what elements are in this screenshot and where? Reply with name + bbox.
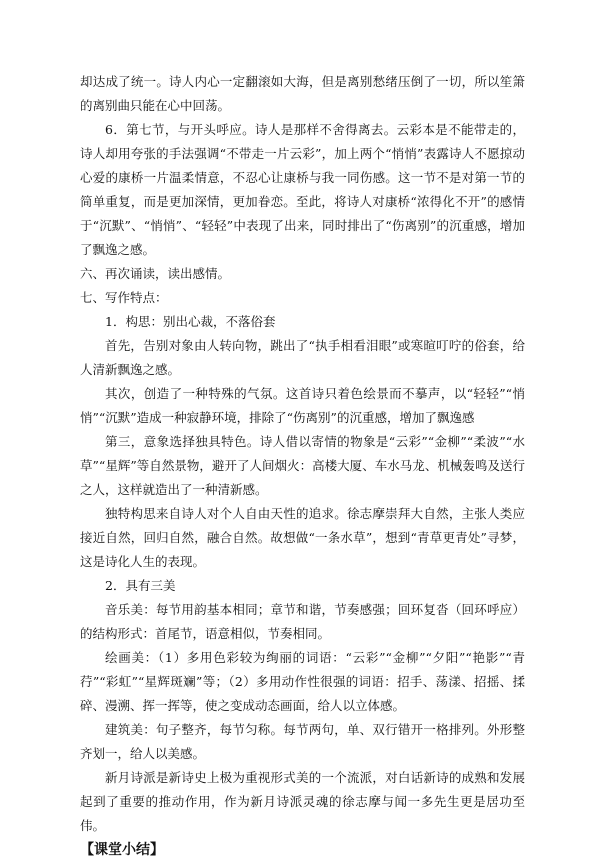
section-heading: 【课堂小结】 xyxy=(80,842,164,858)
body-paragraph: 其次，创造了一种特殊的气氛。这首诗只着色绘景而不摹声，以“轻轻”“悄悄”“沉默”造成一种寂静环境，排除了“伤离别”的沉重感，增加了飘逸感 xyxy=(80,386,525,425)
body-paragraph: 却达成了统一。诗人内心一定翻滚如大海，但是离别愁绪压倒了一切，所以笙箫的离别曲只能在心中回荡。 xyxy=(80,74,525,113)
body-paragraph: 第三，意象选择独具特色。诗人借以寄情的物象是“云彩”“金柳”“柔波”“水草”“星辉”等自然景物，避开了人间烟火：高楼大厦、车水马龙、机械轰鸣及送行之人，这样就造出了一种清新感。 xyxy=(80,434,525,497)
body-paragraph: 音乐美：每节用韵基本相同；章节和谐，节奏感强；回环复沓（回环呼应）的结构形式：首尾节，语意相似，节奏相同。 xyxy=(80,602,525,641)
body-paragraph: 首先，告别对象由人转向物，跳出了“执手相看泪眼”或寒暄叮咛的俗套，给人清新飘逸之感。 xyxy=(80,338,525,377)
body-paragraph: 6．第七节，与开头呼应。诗人是那样不舍得离去。云彩本是不能带走的，诗人却用夸张的手法强调“不带走一片云彩”，加上两个“悄悄”表露诗人不愿掠动心爱的康桥一片温柔情意，不忍心让康桥与我一同伤感。这一节不是对第一节的简单重复，而是更加深情，更加眷恋。至此，将诗人对康桥“浓得化不开”的感情于“沉默”、“悄悄”、“轻轻”中表现了出来，同时排出了“伤离别”的沉重感，增加了飘逸之感。 xyxy=(80,122,525,257)
section-item: 七、写作特点： xyxy=(80,290,168,305)
subsection-title: 1．构思：别出心裁，不落俗套 xyxy=(105,314,276,329)
subsection-title: 2．具有三美 xyxy=(105,578,176,593)
section-item: 六、再次诵读，读出感情。 xyxy=(80,266,231,281)
body-paragraph: 独特构思来自诗人对个人自由天性的追求。徐志摩崇拜大自然，主张人类应接近自然，回归自然，融合自然。故想做“一条水草”，想到“青草更青处”寻梦，这是诗化人生的表现。 xyxy=(80,506,525,569)
body-paragraph: 新月诗派是新诗史上极为重视形式美的一个流派，对白话新诗的成熟和发展起到了重要的推动作用，作为新月诗派灵魂的徐志摩与闻一多先生更是居功至伟。 xyxy=(80,770,525,833)
body-paragraph: 建筑美：句子整齐，每节匀称。每节两句，单、双行错开一格排列。外形整齐划一，给人以美感。 xyxy=(80,722,525,761)
document-body xyxy=(80,70,525,862)
body-paragraph: 绘画美：（1）多用色彩较为绚丽的词语：“云彩”“金柳”“夕阳”“艳影”“青荇”“彩虹”“星辉斑斓”等；（2）多用动作性很强的词语：招手、荡漾、招摇、揉碎、漫溯、挥一挥等，使之变成动态画面，给人以立体感。 xyxy=(80,650,525,713)
